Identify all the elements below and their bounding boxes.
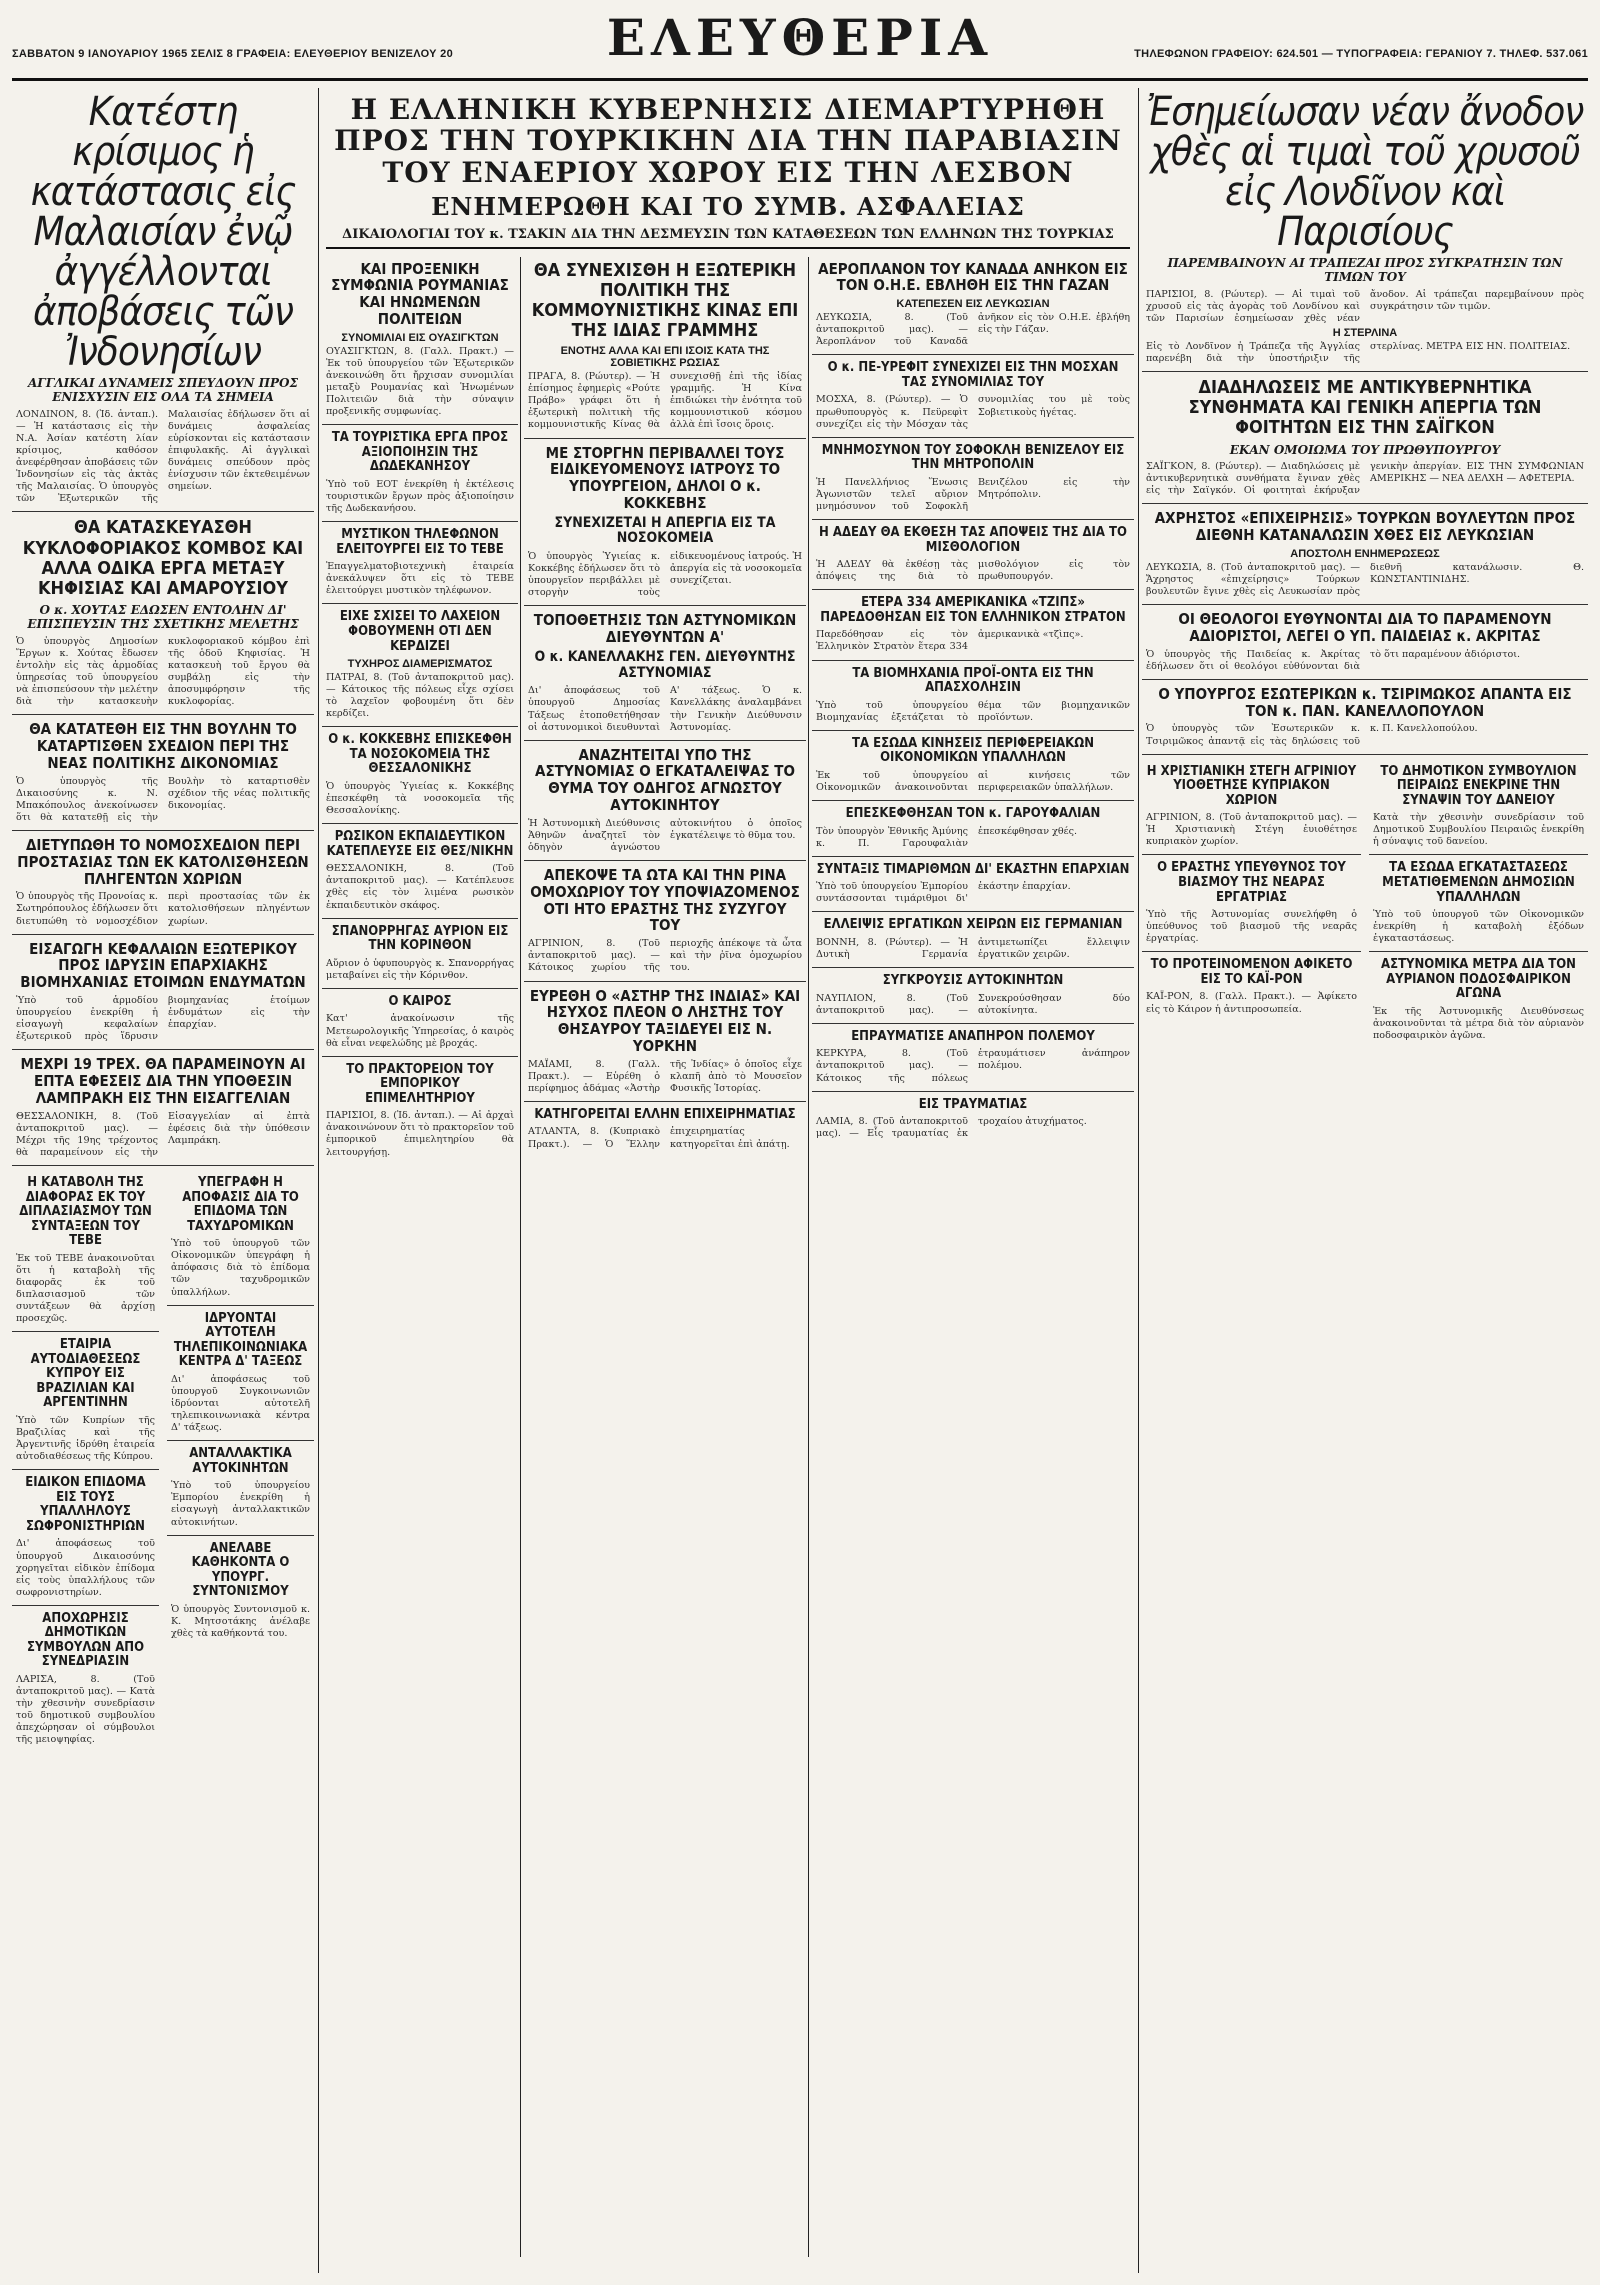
briefs-row [1142, 761, 1588, 1055]
briefs-right [1369, 761, 1588, 1055]
article-body: ΛΕΥΚΩΣΙΑ, 8. (Τοῦ ἀνταποκριτοῦ μας). — Ἀεροπλάνον τοῦ Καναδᾶ ἀνῆκον εἰς τὸν Ο.Η.Ε. ἐβλήθη εἰς τὴν Γάζαν. [816, 312, 1130, 348]
article [812, 526, 1134, 590]
phone-line: ΤΗΛΕΦΩΝΟΝ ΓΡΑΦΕΙΟΥ: 624.501 — ΤΥΠΟΓΡΑΦΕΙΑ: ΓΕΡΑΝΙΟΥ 7. ΤΗΛΕΦ. 537.061 [1134, 48, 1588, 60]
article [524, 867, 806, 981]
subheadline: ΑΠΟΣΤΟΛΗ ΕΝΗΜΕΡΩΣΕΩΣ [1290, 547, 1440, 560]
article [322, 261, 518, 426]
column-rule [520, 257, 521, 2257]
column-2 [322, 257, 518, 2257]
article-body: Ὁ ὑπουργὸς τῶν Ἐσωτερικῶν κ. Τσιριμῶκος ἀπαντᾷ εἰς τὰς δηλώσεις τοῦ κ. Π. Κανελλοπούλου. [1146, 723, 1478, 747]
headline: ΚΑΤΗΓΟΡΕΙΤΑΙ ΕΛΛΗΝ ΕΠΙΧΕΙΡΗΜΑΤΙΑΣ [534, 1106, 796, 1122]
article [1142, 765, 1361, 856]
article [1142, 378, 1588, 504]
article [167, 1542, 314, 1646]
headline: Κατέστη κρίσιμος ἡ κατάστασις εἰς Μαλαισίαν ἐνῷ ἀγγέλλονται ἀποβάσεις τῶν Ἰνδονησίων [30, 89, 296, 375]
subheadline: ΚΑΤΕΠΕΣΕΝ ΕΙΣ ΛΕΥΚΩΣΙΑΝ [896, 298, 1050, 311]
article-body: ΑΤΛΑΝΤΑ, 8. (Κυπριακὸ Πρακτ.). — Ὁ Ἕλλην ἐπιχειρηματίας κατηγορεῖται ἐπὶ ἀπάτῃ. [528, 1126, 790, 1150]
article [322, 733, 518, 824]
headline: ΕΤΑΙΡΙΑ ΑΥΤΟΔΙΑΘΕΣΕΩΣ ΚΥΠΡΟΥ ΕΙΣ ΒΡΑΖΙΛΙΑΝ ΚΑΙ ΑΡΓΕΝΤΙΝΗΝ [30, 1337, 141, 1411]
article-body: Ἡ Ἀστυνομικὴ Διεύθυνσις Ἀθηνῶν ἀναζητεῖ τὸν ὁδηγὸν ἀγνώστου αὐτοκινήτου ὁ ὁποῖος ἐγκατέλειψε τὸ θῦμα του. [528, 817, 802, 853]
article-body: Ὁ ὑπουργὸς Δημοσίων Ἔργων κ. Χούτας ἔδωσεν ἐντολὴν εἰς τὰς ἁρμοδίας ὑπηρεσίας τοῦ ὑπουργείου νὰ ἐπισπεύσουν τὴν μελέτην διὰ τὴν κατασκευὴν κυκλοφοριακοῦ κόμβου ἐπὶ τῆς ὁδοῦ Κηφισίας. Ἡ κατασκευὴ τοῦ ἔργου θὰ συμβάλῃ εἰς τὴν ἀποσυμφόρησιν τῆς κυκλοφορίας. [16, 635, 310, 708]
lead-headline: Η ΕΛΛΗΝΙΚΗ ΚΥΒΕΡΝΗΣΙΣ ΔΙΕΜΑΡΤΥΡΗΘΗ ΠΡΟΣ ΤΗΝ ΤΟΥΡΚΙΚΗΝ ΔΙΑ ΤΗΝ ΠΑΡΑΒΙΑΣΙΝ ΤΟΥ ΕΝΑΕΡΙΟΥ ΧΩΡΟΥ ΕΙΣ ΤΗΝ ΛΕΣΒΟΝ [334, 93, 1122, 189]
subheadline: ΤΥΧΗΡΟΣ ΔΙΑΜΕΡΙΣΜΑΤΟΣ [347, 658, 493, 671]
article [812, 444, 1134, 520]
subheadline: ΕΝΟΤΗΣ ΑΛΛΑ ΚΑΙ ΕΠΙ ΙΣΟΙΣ ΚΑΤΑ ΤΗΣ ΣΟΒΙΕΤΙΚΗΣ ΡΩΣΙΑΣ [560, 345, 770, 370]
headline: Η ΧΡΙΣΤΙΑΝΙΚΗ ΣΤΕΓΗ ΑΓΡΙΝΙΟΥ ΥΙΟΘΕΤΗΣΕ ΚΥΠΡΙΑΚΟΝ ΧΩΡΙΟΝ [1146, 763, 1357, 808]
article [812, 974, 1134, 1024]
headline: ΘΑ ΣΥΝΕΧΙΣΘΗ Η ΕΞΩΤΕΡΙΚΗ ΠΟΛΙΤΙΚΗ ΤΗΣ ΚΟΜΜΟΥΝΙΣΤΙΚΗΣ ΚΙΝΑΣ ΕΠΙ ΤΗΣ ΙΔΙΑΣ ΓΡΑΜΜΗΣ [531, 259, 799, 342]
headline: ΑΝΑΖΗΤΕΙΤΑΙ ΥΠΟ ΤΗΣ ΑΣΤΥΝΟΜΙΑΣ Ο ΕΓΚΑΤΑΛΕΙΨΑΣ ΤΟ ΘΥΜΑ ΤΟΥ ΟΔΗΓΟΣ ΑΓΝΩΣΤΟΥ ΑΥΤΟΚΙΝΗΤΟΥ [535, 745, 795, 815]
headline: ΙΔΡΥΟΝΤΑΙ ΑΥΤΟΤΕΛΗ ΤΗΛΕΠΙΚΟΙΝΩΝΙΑΚΑ ΚΕΝΤΡΑ Δ' ΤΑΞΕΩΣ [173, 1310, 308, 1370]
briefs-right [167, 1172, 314, 1758]
article-body: ΚΕΡΚΥΡΑ, 8. (Τοῦ ἀνταποκριτοῦ μας). — Κάτοικος τῆς πόλεως ἐτραυμάτισεν ἀνάπηρον πολέμου. [816, 1048, 1130, 1084]
center-columns [322, 257, 1134, 2257]
headline: ΕΥΡΕΘΗ Ο «ΑΣΤΗΡ ΤΗΣ ΙΝΔΙΑΣ» ΚΑΙ ΗΣΥΧΟΣ ΠΛΕΟΝ Ο ΛΗΣΤΗΣ ΤΟΥ ΘΗΣΑΥΡΟΥ ΤΑΞΙΔΕΥΕΙ ΕΙΣ Ν. ΥΟΡΚΗΝ [529, 986, 801, 1055]
article-body: Εἰς τὸ Λονδῖνον ἡ Τράπεζα τῆς Ἀγγλίας παρενέβη διὰ τὴν ὑποστήριξιν τῆς στερλίνας. ΜΕΤΡΑ ΕΙΣ ΗΝ. ΠΟΛΙΤΕΙΑΣ. [1146, 341, 1571, 365]
article [524, 1108, 806, 1157]
subheadline: ΣΥΝΕΧΙΖΕΤΑΙ Η ΑΠΕΡΓΙΑ ΕΙΣ ΤΑ ΝΟΣΟΚΟΜΕΙΑ [554, 514, 776, 547]
headline: ΣΥΓΚΡΟΥΣΙΣ ΑΥΤΟΚΙΝΗΤΩΝ [882, 973, 1064, 989]
article [167, 1176, 314, 1306]
article [812, 737, 1134, 801]
article [524, 988, 806, 1102]
article-body: ΝΑΥΠΛΙΟΝ, 8. (Τοῦ ἀνταποκριτοῦ μας). — Συνεκρούσθησαν δύο αὐτοκίνητα. [816, 992, 1130, 1016]
article-body: Ὁ ὑπουργὸς τῆς Δικαιοσύνης κ. Ν. Μπακόπουλος ἀνεκοίνωσεν ὅτι θὰ κατατεθῇ εἰς τὴν Βουλὴν τὸ καταρτισθὲν σχέδιον τῆς νέας πολιτικῆς δικονομίας. [16, 775, 310, 823]
article-body: Ἐπαγγελματοβιοτεχνικὴ ἑταιρεία ἀνεκάλυψεν ὅτι εἰς τὸ ΤΕΒΕ ἐλειτούργει μυστικὸν τηλέφωνον. [326, 561, 514, 597]
article-body: Ἐκ τοῦ ὑπουργείου Οἰκονομικῶν ἀνακοινοῦνται αἱ κινήσεις τῶν περιφερειακῶν ὑπαλλήλων. [816, 769, 1130, 793]
article-body: ΟΥΑΣΙΓΚΤΩΝ, 8. (Γαλλ. Πρακτ.) — Ἐκ τοῦ ὑπουργείου τῶν Ἐξωτερικῶν ἀνεκοινώθη ὅτι ἤρχισαν συνομιλίαι μεταξὺ Ρουμανίας καὶ Ἡνωμένων Πολιτειῶν διὰ τὴν σύναψιν προξενικῆς συμφωνίας. [326, 345, 514, 418]
article-body: Ὑπὸ τῆς Ἀστυνομίας συνελήφθη ὁ ὑπεύθυνος τοῦ βιασμοῦ τῆς νεαρᾶς ἐργατρίας. [1146, 909, 1357, 945]
article-body: ΠΑΡΙΣΙΟΙ, 8. (Ἰδ. ἀνταπ.). — Αἱ ἀρχαὶ ἀνακοινώνουν ὅτι τὸ πρακτορεῖον τοῦ ἐμπορικοῦ ἐπιμελητηρίου θὰ λειτουργήσῃ. [326, 1110, 514, 1158]
article [12, 89, 314, 512]
newspaper-title: ΕΛΕΥΘΕΡΙΑ [606, 8, 994, 67]
article [12, 1338, 159, 1470]
article [167, 1312, 314, 1442]
headline: ΤΑ ΒΙΟΜΗΧΑΝΙΑ ΠΡΟΪ-ΟΝΤΑ ΕΙΣ ΤΗΝ ΑΠΑΣΧΟΛΗΣΙΝ [852, 665, 1094, 696]
headline: ΚΑΙ ΠΡΟΞΕΝΙΚΗ ΣΥΜΦΩΝΙΑ ΡΟΥΜΑΝΙΑΣ ΚΑΙ ΗΝΩΜΕΝΩΝ ΠΟΛΙΤΕΙΩΝ [331, 259, 509, 328]
article [322, 830, 518, 918]
article-body: Ὑπὸ τοῦ ὑπουργείου Ἐμπορίου ἐνεκρίθη ἡ εἰσαγωγὴ ἀνταλλακτικῶν αὐτοκινήτων. [171, 1480, 310, 1528]
article-body: Ἡ ΑΔΕΔΥ θὰ ἐκθέσῃ τὰς ἀπόψεις της διὰ τὸ μισθολόγιον εἰς τὸν πρωθυπουργόν. [816, 559, 1130, 583]
lead-story [326, 94, 1130, 249]
headline: ΕΤΕΡΑ 334 ΑΜΕΡΙΚΑΝΙΚΑ «ΤΖΙΠΣ» ΠΑΡΕΔΟΘΗΣΑΝ ΕΙΣ ΤΟΝ ΕΛΛΗΝΙΚΟΝ ΣΤΡΑΤΟΝ [820, 595, 1126, 625]
headline: ΣΥΝΤΑΞΙΣ ΤΙΜΑΡΙΘΜΩΝ ΔΙ' ΕΚΑΣΤΗΝ ΕΠΑΡΧΙΑΝ [816, 861, 1130, 877]
headline: ΕΛΛΕΙΨΙΣ ΕΡΓΑΤΙΚΩΝ ΧΕΙΡΩΝ ΕΙΣ ΓΕΡΜΑΝΙΑΝ [823, 917, 1123, 933]
article-body: ΘΕΣΣΑΛΟΝΙΚΗ, 8. (Τοῦ ἀνταποκριτοῦ μας). — Μέχρι τῆς 19ης τρέχοντος θὰ παραμείνουν εἰς τὴν Εἰσαγγελίαν αἱ ἐπτὰ ἐφέσεις διὰ τὴν ὑπόθεσιν Λαμπράκη. [16, 1110, 310, 1158]
article-body: Ὑπὸ τοῦ ΕΟΤ ἐνεκρίθη ἡ ἐκτέλεσις τουριστικῶν ἔργων πρὸς ἀξιοποίησιν τῆς Δωδεκανήσου. [326, 478, 514, 514]
article-body: ΒΟΝΝΗ, 8. (Ρώυτερ). — Ἡ Δυτικὴ Γερμανία ἀντιμετωπίζει ἔλλειψιν ἐργατικῶν χειρῶν. [816, 936, 1130, 961]
article-body: ΛΟΝΔΙΝΟΝ, 8. (Ἰδ. ἀνταπ.). — Ἡ κατάστασις εἰς τὴν Ν.Α. Ἀσίαν κατέστη λίαν κρίσιμος, καθόσον ἀνεφέρθησαν ἀποβάσεις τῶν Ἰνδονησίων εἰς τὰς ἀκτὰς τῆς Μαλαισίας. Ὁ ὑπουργὸς τῶν Ἐξωτερικῶν τῆς Μαλαισίας ἐδήλωσεν ὅτι αἱ δυνάμεις ἀσφαλείας εὑρίσκονται εἰς κατάστασιν ἐπιφυλακῆς. Αἱ ἀγγλικαὶ δυνάμεις σπεύδουν πρὸς ἐνίσχυσιν τῶν ἐκτεθειμένων σημείων. [16, 408, 310, 505]
section-label: Η ΣΤΕΡΛΙΝΑ [1332, 327, 1398, 340]
article-body: Ὑπὸ τοῦ ὑπουργοῦ τῶν Οἰκονομικῶν ὑπεγράφη ἡ ἀπόφασις διὰ τὸ ἐπίδομα τῶν ταχυδρομικῶν ὑπαλλήλων. [171, 1238, 310, 1298]
article-body: ΠΑΡΙΣΙΟΙ, 8. (Ρώυτερ). — Αἱ τιμαὶ τοῦ χρυσοῦ εἰς τὰς ἀγορὰς τοῦ Λονδίνου καὶ τῶν Παρισίων ἐσημείωσαν χθὲς νέαν ἄνοδον. Αἱ τράπεζαι παρεμβαίνουν πρὸς συγκράτησιν τῶν τιμῶν. [1146, 288, 1584, 324]
article-body: Δι' ἀποφάσεως τοῦ ὑπουργοῦ Δικαιοσύνης χορηγεῖται εἰδικὸν ἐπίδομα εἰς τοὺς ὑπαλλήλους τῶν σωφρονιστηρίων. [16, 1538, 155, 1598]
headline: ΟΙ ΘΕΟΛΟΓΟΙ ΕΥΘΥΝΟΝΤΑΙ ΔΙΑ ΤΟ ΠΑΡΑΜΕΝΟΥΝ ΑΔΙΟΡΙΣΤΟΙ, ΛΕΓΕΙ Ο ΥΠ. ΠΑΙΔΕΙΑΣ κ. ΑΚΡΙΤΑΣ [1178, 610, 1552, 645]
article [812, 1030, 1134, 1092]
article [322, 528, 518, 604]
lead-subheadline: ΕΝΗΜΕΡΩΘΗ ΚΑΙ ΤΟ ΣΥΜΒ. ΑΣΦΑΛΕΙΑΣ [431, 192, 1025, 222]
headline: Ο ΥΠΟΥΡΓΟΣ ΕΣΩΤΕΡΙΚΩΝ κ. ΤΣΙΡΙΜΩΚΟΣ ΑΠΑΝΤΑ ΕΙΣ ΤΟΝ κ. ΠΑΝ. ΚΑΝΕΛΛΟΠΟΥΛΟΝ [1158, 684, 1572, 720]
article-body: ΑΓΡΙΝΙΟΝ, 8. (Τοῦ ἀνταποκριτοῦ μας). — Ἡ Χριστιανικὴ Στέγη ἐυιοθέτησε κυπριακὸν χωρίον. [1146, 812, 1357, 848]
article-body: ΜΑΪΑΜΙ, 8. (Γαλλ. Πρακτ.). — Εὑρέθη ὁ περίφημος ἀδάμας «Ἀστὴρ τῆς Ἰνδίας» ὁ ὁποῖος εἶχε κλαπῆ ἀπὸ τὸ Μουσεῖον Φυσικῆς Ἱστορίας. [528, 1058, 802, 1094]
article [1142, 89, 1588, 372]
article-body: ΑΓΡΙΝΙΟΝ, 8. (Τοῦ ἀνταποκριτοῦ μας). — Κάτοικος χωρίου τῆς περιοχῆς ἀπέκοψε τὰ ὦτα καὶ τὴν ῥῖνα ὁμοχωρίου του. [528, 938, 802, 974]
article [524, 747, 806, 861]
article-body: Ὑπὸ τῶν Κυπρίων τῆς Βραζιλίας καὶ τῆς Ἀργεντινῆς ἱδρύθη ἑταιρεία αὐτοδιαθέσεως τῆς Κύπρου. [16, 1414, 155, 1463]
article [12, 721, 314, 831]
article-body: Ὁ ὑπουργὸς Συντονισμοῦ κ. Κ. Μητσοτάκης ἀνέλαβε χθὲς τὰ καθήκοντά του. [171, 1603, 310, 1639]
article [322, 431, 518, 522]
column-rule [1138, 88, 1139, 2273]
headline: ΜΕ ΣΤΟΡΓΗΝ ΠΕΡΙΒΑΛΛΕΙ ΤΟΥΣ ΕΙΔΙΚΕΥΟΜΕΝΟΥΣ ΙΑΤΡΟΥΣ ΤΟ ΥΠΟΥΡΓΕΙΟΝ, ΔΗΛΟΙ Ο κ. ΚΟΚΚΕΒΗΣ [545, 443, 785, 512]
article [322, 610, 518, 727]
headline: ΣΠΑΝΟΡΡΗΓΑΣ ΑΥΡΙΟΝ ΕΙΣ ΤΗΝ ΚΟΡΙΝΘΟΝ [331, 923, 509, 954]
article-body: ΣΑΪΓΚΟΝ, 8. (Ρώυτερ). — Διαδηλώσεις μὲ ἀντικυβερνητικὰ συνθήματα ἔγιναν χθὲς εἰς τὴν Σαϊγκόν. Οἱ φοιτηταὶ ἐκήρυξαν γενικὴν ἀπεργίαν. ΕΙΣ ΤΗΝ ΣΥΜΦΩΝΙΑΝ ΑΜΕΡΙΚΗΣ — ΝΕΑ ΔΕΛΧΗ — ΑΦΕΤΕΡΙΑ. [1146, 461, 1584, 497]
article [12, 941, 314, 1051]
headline: Ἐσημείωσαν νέαν ἄνοδον χθὲς αἱ τιμαὶ τοῦ χρυσοῦ εἰς Λονδῖνον καὶ Παρισίους [1146, 89, 1584, 255]
article [12, 1056, 314, 1166]
column-4 [812, 257, 1134, 2257]
headline: Η ΑΔΕΔΥ ΘΑ ΕΚΘΕΣΗ ΤΑΣ ΑΠΟΨΕΙΣ ΤΗΣ ΔΙΑ ΤΟ ΜΙΣΘΟΛΟΓΙΟΝ [819, 525, 1127, 555]
headline: ΥΠΕΓΡΑΦΗ Η ΑΠΟΦΑΣΙΣ ΔΙΑ ΤΟ ΕΠΙΔΟΜΑ ΤΩΝ ΤΑΧΥΔΡΟΜΙΚΩΝ [182, 1175, 299, 1234]
headline: ΡΩΣΙΚΟΝ ΕΚΠΑΙΔΕΥΤΙΚΟΝ ΚΑΤΕΠΛΕΥΣΕ ΕΙΣ ΘΕΣ/ΝΙΚΗΝ [326, 829, 514, 859]
subheadline: Ο κ. ΚΑΝΕΛΛΑΚΗΣ ΓΕΝ. ΔΙΕΥΘΥΝΤΗΣ ΑΣΤΥΝΟΜΙΑΣ [534, 649, 796, 681]
subheadline: Ο κ. ΧΟΥΤΑΣ ΕΔΩΣΕΝ ΕΝΤΟΛΗΝ ΔΙ' ΕΠΙΣΠΕΥΣΙΝ ΤΗΣ ΣΧΕΤΙΚΗΣ ΜΕΛΕΤΗΣ [27, 603, 299, 632]
article-body: Δι' ἀποφάσεως τοῦ ὑπουργοῦ Δημοσίας Τάξεως ἐτοποθετήθησαν οἱ ἀστυνομικοὶ διευθυνταὶ Α' τάξεως. Ὁ κ. Κανελλάκης ἀναλαμβάνει τὴν Γενικὴν Διεύθυνσιν Ἀστυνομίας. [528, 685, 802, 733]
article [812, 918, 1134, 968]
headline: ΤΑ ΤΟΥΡΙΣΤΙΚΑ ΕΡΓΑ ΠΡΟΣ ΑΞΙΟΠΟΙΗΣΙΝ ΤΗΣ ΔΩΔΕΚΑΝΗΣΟΥ [331, 430, 509, 475]
article-body: Ἐκ τῆς Ἀστυνομικῆς Διευθύνσεως ἀνακοινοῦνται τὰ μέτρα διὰ τὸν αὐριανὸν ποδοσφαιρικὸν ἀγῶνα. [1373, 1005, 1584, 1042]
columns [12, 88, 1588, 2273]
article [12, 1612, 159, 1753]
headline: ΑΝΕΛΑΒΕ ΚΑΘΗΚΟΝΤΑ Ο ΥΠΟΥΡΓ. ΣΥΝΤΟΝΙΣΜΟΥ [191, 1540, 290, 1600]
column-center [322, 88, 1134, 2273]
briefs-left [1142, 761, 1361, 1055]
article [1369, 861, 1588, 952]
column-3 [524, 257, 806, 2257]
headline: ΔΙΑΔΗΛΩΣΕΙΣ ΜΕ ΑΝΤΙΚΥΒΕΡΝΗΤΙΚΑ ΣΥΝΘΗΜΑΤΑ ΚΑΙ ΓΕΝΙΚΗ ΑΠΕΡΓΙΑ ΤΩΝ ΦΟΙΤΗΤΩΝ ΕΙΣ ΤΗΝ ΣΑΪΓΚΟΝ [1188, 377, 1542, 439]
article-body: Ὁ ὑπουργὸς Ὑγιείας κ. Κοκκέβης ἐδήλωσεν ὅτι τὸ ὑπουργεῖον περιβάλλει μὲ στοργὴν τοὺς εἰδικευομένους ἰατρούς. Ἡ ἀπεργία εἰς τὰ νοσοκομεῖα συνεχίζεται. [528, 551, 802, 599]
headline: ΤΟ ΔΗΜΟΤΙΚΟΝ ΣΥΜΒΟΥΛΙΟΝ ΠΕΙΡΑΙΩΣ ΕΝΕΚΡΙΝΕ ΤΗΝ ΣΥΝΑΨΙΝ ΤΟΥ ΔΑΝΕΙΟΥ [1380, 763, 1577, 808]
article-body: Ὑπὸ τοῦ ὑπουργοῦ τῶν Οἰκονομικῶν ἐνεκρίθη ἡ καταβολὴ ἐξόδων ἐγκαταστάσεως. [1373, 909, 1584, 945]
article-body: Ὑπὸ τοῦ ὑπουργείου Ἐμπορίου συντάσσονται τιμάριθμοι δι' ἑκάστην ἐπαρχίαν. [816, 881, 1071, 905]
headline: ΤΑ ΕΣΩΔΑ ΕΓΚΑΤΑΣΤΑΣΕΩΣ ΜΕΤΑΤΙΘΕΜΕΝΩΝ ΔΗΜΟΣΙΩΝ ΥΠΑΛΛΗΛΩΝ [1382, 860, 1575, 905]
article-body: Αὔριον ὁ ὑφυπουργὸς κ. Σπανορρήγας μεταβαίνει εἰς τὴν Κόρινθον. [326, 957, 514, 981]
article-body: Ἡ Πανελλήνιος Ἕνωσις Ἀγωνιστῶν τελεῖ αὔριον μνημόσυνον τοῦ Σοφοκλῆ Βενιζέλου εἰς τὴν Μητρόπολιν. [816, 476, 1130, 512]
article-body: Δι' ἀποφάσεως τοῦ ὑπουργοῦ Συγκοινωνιῶν ἱδρύονται αὐτοτελῆ τηλεπικοινωνιακὰ κέντρα Δ' τάξεως. [171, 1373, 310, 1434]
article [12, 518, 314, 715]
headline: ΑΕΡΟΠΛΑΝΟΝ ΤΟΥ ΚΑΝΑΔΑ ΑΝΗΚΟΝ ΕΙΣ ΤΟΝ Ο.Η.Ε. ΕΒΛΗΘΗ ΕΙΣ ΤΗΝ ΓΑΖΑΝ [818, 259, 1128, 295]
article [1142, 686, 1588, 755]
headline: ΤΟΠΟΘΕΤΗΣΙΣ ΤΩΝ ΑΣΤΥΝΟΜΙΚΩΝ ΔΙΕΥΘΥΝΤΩΝ Α' [533, 611, 797, 647]
article [524, 261, 806, 439]
masthead [12, 8, 1588, 81]
headline: ΕΠΕΣΚΕΦΘΗΣΑΝ ΤΟΝ κ. ΓΑΡΟΥΦΑΛΙΑΝ [845, 806, 1101, 822]
column-rule [808, 257, 809, 2257]
article [812, 596, 1134, 660]
date-line: ΣΑΒΒΑΤΟΝ 9 ΙΑΝΟΥΑΡΙΟΥ 1965 ΣΕΛΙΣ 8 ΓΡΑΦΕΙΑ: ΕΛΕΥΘΕΡΙΟΥ ΒΕΝΙΖΕΛΟΥ 20 [12, 48, 453, 60]
article [1369, 958, 1588, 1048]
subheadline: ΣΥΝΟΜΙΛΙΑΙ ΕΙΣ ΟΥΑΣΙΓΚΤΩΝ [341, 331, 499, 344]
article [12, 1176, 159, 1332]
column-rule [318, 88, 319, 2273]
headline: ΤΟ ΠΡΟΤΕΙΝΟΜΕΝΟΝ ΑΦΙΚΕΤΟ ΕΙΣ ΤΟ ΚΑΪ-ΡΟΝ [1150, 957, 1353, 987]
article [322, 995, 518, 1057]
article-body: ΜΟΣΧΑ, 8. (Ρώυτερ). — Ὁ πρωθυπουργὸς κ. Πεϋρεφὶτ συνεχίζει εἰς τὴν Μόσχαν τὰς συνομιλίας του μὲ τοὺς Σοβιετικοὺς ἡγέτας. [816, 394, 1130, 430]
article-body: Ἐκ τοῦ ΤΕΒΕ ἀνακοινοῦται ὅτι ἡ καταβολὴ τῆς διαφορᾶς ἐκ τοῦ διπλασιασμοῦ τῶν συντάξεων θὰ ἀρχίσῃ προσεχῶς. [16, 1252, 155, 1325]
article [812, 1098, 1134, 1147]
article [812, 361, 1134, 437]
headline: ΔΙΕΤΥΠΩΘΗ ΤΟ ΝΟΜΟΣΧΕΔΙΟΝ ΠΕΡΙ ΠΡΟΣΤΑΣΙΑΣ ΤΩΝ ΕΚ ΚΑΤΟΛΙΣΘΗΣΕΩΝ ΠΛΗΓΕΝΤΩΝ ΧΩΡΙΩΝ [17, 835, 309, 888]
article [812, 667, 1134, 731]
headline: ΕΙΔΙΚΟΝ ΕΠΙΔΟΜΑ ΕΙΣ ΤΟΥΣ ΥΠΑΛΛΗΛΟΥΣ ΣΩΦΡΟΝΙΣΤΗΡΙΩΝ [25, 1475, 146, 1534]
headline: Ο ΕΡΑΣΤΗΣ ΥΠΕΥΘΥΝΟΣ ΤΟΥ ΒΙΑΣΜΟΥ ΤΗΣ ΝΕΑΡΑΣ ΕΡΓΑΤΡΙΑΣ [1157, 860, 1346, 905]
article-body: ΠΑΤΡΑΙ, 8. (Τοῦ ἀνταποκριτοῦ μας). — Κάτοικος τῆς πόλεως εἶχε σχίσει τὸ λαχεῖον φοβουμένη ὅτι δὲν κερδίζει. [326, 672, 514, 720]
headline: ΑΣΤΥΝΟΜΙΚΑ ΜΕΤΡΑ ΔΙΑ ΤΟΝ ΑΥΡΙΑΝΟΝ ΠΟΔΟΣΦΑΙΡΙΚΟΝ ΑΓΩΝΑ [1381, 957, 1576, 1002]
article [1142, 861, 1361, 952]
article-body: Τὸν ὑπουργὸν Ἐθνικῆς Ἀμύνης κ. Π. Γαρουφαλιὰν ἐπεσκέφθησαν χθές. [816, 825, 1078, 849]
headline: ΕΙΣ ΤΡΑΥΜΑΤΙΑΣ [918, 1096, 1028, 1112]
subheadline: ΑΓΓΛΙΚΑΙ ΔΥΝΑΜΕΙΣ ΣΠΕΥΔΟΥΝ ΠΡΟΣ ΕΝΙΣΧΥΣΙΝ ΕΙΣ ΟΛΑ ΤΑ ΣΗΜΕΙΑ [28, 376, 298, 405]
article-body: Ὑπὸ τοῦ ὑπουργείου Βιομηχανίας ἐξετάζεται τὸ θέμα τῶν βιομηχανικῶν προϊόντων. [816, 699, 1130, 723]
article [812, 807, 1134, 857]
headline: ΑΧΡΗΣΤΟΣ «ΕΠΙΧΕΙΡΗΣΙΣ» ΤΟΥΡΚΩΝ ΒΟΥΛΕΥΤΩΝ ΠΡΟΣ ΔΙΕΘΝΗ ΚΑΤΑΝΑΛΩΣΙΝ ΧΘΕΣ ΕΙΣ ΛΕΥΚΩΣΙΑΝ [1154, 509, 1576, 545]
article [167, 1447, 314, 1535]
column-left [12, 88, 314, 2273]
headline: Ο κ. ΚΟΚΚΕΒΗΣ ΕΠΙΣΚΕΦΘΗ ΤΑ ΝΟΣΟΚΟΜΕΙΑ ΤΗΣ ΘΕΣΣΑΛΟΝΙΚΗΣ [328, 732, 512, 777]
article-body: ΛΑΜΙΑ, 8. (Τοῦ ἀνταποκριτοῦ μας). — Εἷς τραυματίας ἐκ τροχαίου ἀτυχήματος. [816, 1116, 1087, 1140]
article [812, 863, 1134, 913]
briefs-row [12, 1172, 314, 1758]
column-right [1142, 88, 1588, 2273]
headline: ΕΙΣΑΓΩΓΗ ΚΕΦΑΛΑΙΩΝ ΕΞΩΤΕΡΙΚΟΥ ΠΡΟΣ ΙΔΡΥΣΙΝ ΕΠΑΡΧΙΑΚΗΣ ΒΙΟΜΗΧΑΝΙΑΣ ΕΤΟΙΜΩΝ ΕΝΔΥΜΑΤΩΝ [20, 939, 306, 992]
article [1142, 510, 1588, 605]
article-body: ΛΑΡΙΣΑ, 8. (Τοῦ ἀνταποκριτοῦ μας). — Κατὰ τὴν χθεσινὴν συνεδρίασιν τοῦ δημοτικοῦ συμβουλίου ἀπεχώρησαν οἱ σύμβουλοι τῆς μειοψηφίας. [16, 1674, 155, 1746]
article [812, 261, 1134, 356]
headline: ΘΑ ΚΑΤΑΤΕΘΗ ΕΙΣ ΤΗΝ ΒΟΥΛΗΝ ΤΟ ΚΑΤΑΡΤΙΣΘΕΝ ΣΧΕΔΙΟΝ ΠΕΡΙ ΤΗΣ ΝΕΑΣ ΠΟΛΙΤΙΚΗΣ ΔΙΚΟΝΟΜΙΑΣ [29, 720, 297, 772]
subheadline: ΠΑΡΕΜΒΑΙΝΟΥΝ ΑΙ ΤΡΑΠΕΖΑΙ ΠΡΟΣ ΣΥΓΚΡΑΤΗΣΙΝ ΤΩΝ ΤΙΜΩΝ ΤΟΥ [1167, 256, 1563, 285]
article-body: Ὁ ὑπουργὸς Ὑγιείας κ. Κοκκέβης ἐπεσκέφθη τὰ νοσοκομεῖα τῆς Θεσσαλονίκης. [326, 781, 514, 817]
article-body: ΛΕΥΚΩΣΙΑ, 8. (Τοῦ ἀνταποκριτοῦ μας). — Ἄχρηστος «ἐπιχείρησις» Τούρκων βουλευτῶν ἔγινε χθὲς εἰς Λευκωσίαν πρὸς διεθνῆ κατανάλωσιν. Θ. ΚΩΝΣΤΑΝΤΙΝΙΔΗΣ. [1146, 561, 1584, 598]
headline: ΕΙΧΕ ΣΧΙΣΕΙ ΤΟ ΛΑΧΕΙΟΝ ΦΟΒΟΥΜΕΝΗ ΟΤΙ ΔΕΝ ΚΕΡΔΙΖΕΙ [339, 609, 501, 654]
article-body: Ὁ ὑπουργὸς τῆς Παιδείας κ. Ἀκρίτας ἐδήλωσεν ὅτι οἱ θεολόγοι εὐθύνονται διὰ τὸ ὅτι παραμένουν ἀδιόριστοι. [1146, 648, 1521, 672]
article-body: Ὁ ὑπουργὸς τῆς Προνοίας κ. Σωτηρόπουλος ἐδήλωσεν ὅτι διετυπώθη τὸ νομοσχέδιον περὶ προστασίας τῶν ἐκ κατολισθήσεων πληγέντων χωρίων. [16, 891, 310, 927]
headline: ΜΥΣΤΙΚΟΝ ΤΗΛΕΦΩΝΟΝ ΕΛΕΙΤΟΥΡΓΕΙ ΕΙΣ ΤΟ ΤΕΒΕ [336, 527, 504, 557]
headline: Ο ΚΑΙΡΟΣ [388, 993, 452, 1009]
article-body: Παρεδόθησαν εἰς τὸν Ἑλληνικὸν Στρατὸν ἕτερα 334 ἀμερικανικὰ «τζὶπς». [816, 629, 1084, 653]
article [1142, 958, 1361, 1021]
headline: ΘΑ ΚΑΤΑΣΚΕΥΑΣΘΗ ΚΥΚΛΟΦΟΡΙΑΚΟΣ ΚΟΜΒΟΣ ΚΑΙ ΑΛΛΑ ΟΔΙΚΑ ΕΡΓΑ ΜΕΤΑΞΥ ΚΗΦΙΣΙΑΣ ΚΑΙ ΑΜΑΡΟΥΣΙΟΥ [22, 517, 304, 599]
article [12, 837, 314, 935]
article [1142, 611, 1588, 680]
article-body: ΠΡΑΓΑ, 8. (Ρώυτερ). — Ἡ ἐπίσημος ἐφημερὶς «Ρούτε Πράβο» γράφει ὅτι ἡ ἐξωτερικὴ πολιτικὴ τῆς κομμουνιστικῆς Κίνας θὰ συνεχισθῇ ἐπὶ τῆς ἰδίας γραμμῆς. Ἡ Κίνα ἐπιδιώκει τὴν ἑνότητα τοῦ κομμουνιστικοῦ κόσμου ἀλλὰ ἐπὶ ἴσοις ὅροις. [528, 371, 802, 431]
article [322, 925, 518, 989]
headline: ΜΝΗΜΟΣΥΝΟΝ ΤΟΥ ΣΟΦΟΚΛΗ ΒΕΝΙΖΕΛΟΥ ΕΙΣ ΤΗΝ ΜΗΤΡΟΠΟΛΙΝ [821, 442, 1125, 473]
subheadline: ΕΚΑΝ ΟΜΟΙΩΜΑ ΤΟΥ ΠΡΩΘΥΠΟΥΡΓΟΥ [1229, 442, 1501, 457]
headline: ΑΠΟΧΩΡΗΣΙΣ ΔΗΜΟΤΙΚΩΝ ΣΥΜΒΟΥΛΩΝ ΑΠΟ ΣΥΝΕΔΡΙΑΣΙΝ [26, 1610, 145, 1670]
headline: ΤΑ ΕΣΩΔΑ ΚΙΝΗΣΕΙΣ ΠΕΡΙΦΕΡΕΙΑΚΩΝ ΟΙΚΟΝΟΜΙΚΩΝ ΥΠΑΛΛΗΛΩΝ [852, 735, 1094, 766]
headline: ΕΠΡΑΥΜΑΤΙΣΕ ΑΝΑΠΗΡΟΝ ΠΟΛΕΜΟΥ [851, 1028, 1095, 1044]
headline: ΑΝΤΑΛΛΑΚΤΙΚΑ ΑΥΤΟΚΙΝΗΤΩΝ [189, 1446, 292, 1476]
article-body: Κατὰ τὴν χθεσινὴν συνεδρίασιν τοῦ Δημοτικοῦ Συμβουλίου Πειραιῶς ἐνεκρίθη ἡ σύναψις τοῦ δανείου. [1373, 812, 1584, 848]
article-body: Ὑπὸ τοῦ ἁρμοδίου ὑπουργείου ἐνεκρίθη ἡ εἰσαγωγὴ κεφαλαίων ἐξωτερικοῦ πρὸς ἵδρυσιν βιομηχανίας ἑτοίμων ἐνδυμάτων εἰς τὴν ἐπαρχίαν. [16, 995, 310, 1043]
article-body: ΚΑΪ-ΡΟΝ, 8. (Γαλλ. Πρακτ.). — Ἀφίκετο εἰς τὸ Κάιρον ἡ ἀντιπροσωπεία. [1146, 991, 1357, 1015]
article-body: ΘΕΣΣΑΛΟΝΙΚΗ, 8. (Τοῦ ἀνταποκριτοῦ μας). — Κατέπλευσε χθὲς εἰς τὸν λιμένα ρωσικὸν ἐκπαιδευτικὸν σκάφος. [326, 863, 514, 911]
article-body: Κατ' ἀνακοίνωσιν τῆς Μετεωρολογικῆς Ὑπηρεσίας, ὁ καιρὸς θὰ εἶναι νεφελώδης μὲ βροχάς. [326, 1013, 514, 1049]
headline: ΑΠΕΚΟΨΕ ΤΑ ΩΤΑ ΚΑΙ ΤΗΝ ΡΙΝΑ ΟΜΟΧΩΡΙΟΥ ΤΟΥ ΥΠΟΨΙΑΖΟΜΕΝΟΣ ΟΤΙ ΗΤΟ ΕΡΑΣΤΗΣ ΤΗΣ ΣΥΖΥΓΟΥ ΤΟΥ [530, 866, 800, 935]
headline: ΤΟ ΠΡΑΚΤΟΡΕΙΟΝ ΤΟΥ ΕΜΠΟΡΙΚΟΥ ΕΠΙΜΕΛΗΤΗΡΙΟΥ [346, 1061, 494, 1106]
article [1369, 765, 1588, 856]
headline: Ο κ. ΠΕ-ΥΡΕΦΙΤ ΣΥΝΕΧΙΖΕΙ ΕΙΣ ΤΗΝ ΜΟΣΧΑΝ ΤΑΣ ΣΥΝΟΜΙΛΙΑΣ ΤΟΥ [827, 360, 1119, 390]
headline: Η ΚΑΤΑΒΟΛΗ ΤΗΣ ΔΙΑΦΟΡΑΣ ΕΚ ΤΟΥ ΔΙΠΛΑΣΙΑΣΜΟΥ ΤΩΝ ΣΥΝΤΑΞΕΩΝ ΤΟΥ ΤΕΒΕ [19, 1175, 152, 1249]
article [12, 1476, 159, 1606]
lead-kicker: ΔΙΚΑΙΟΛΟΓΙΑΙ ΤΟΥ κ. ΤΣΑΚΙΝ ΔΙΑ ΤΗΝ ΔΕΣΜΕΥΣΙΝ ΤΩΝ ΚΑΤΑΘΕΣΕΩΝ ΤΩΝ ΕΛΛΗΝΩΝ ΤΗΣ ΤΟΥΡΚΙΑΣ [342, 226, 1114, 242]
article [524, 445, 806, 607]
briefs-left [12, 1172, 159, 1758]
article [322, 1063, 518, 1165]
headline: ΜΕΧΡΙ 19 ΤΡΕΧ. ΘΑ ΠΑΡΑΜΕΙΝΟΥΝ ΑΙ ΕΠΤΑ ΕΦΕΣΕΙΣ ΔΙΑ ΤΗΝ ΥΠΟΘΕΣΙΝ ΛΑΜΠΡΑΚΗ ΕΙΣ ΤΗΝ ΕΙΣΑΓΓΕΛΙΑΝ [20, 1055, 306, 1107]
article [524, 612, 806, 740]
